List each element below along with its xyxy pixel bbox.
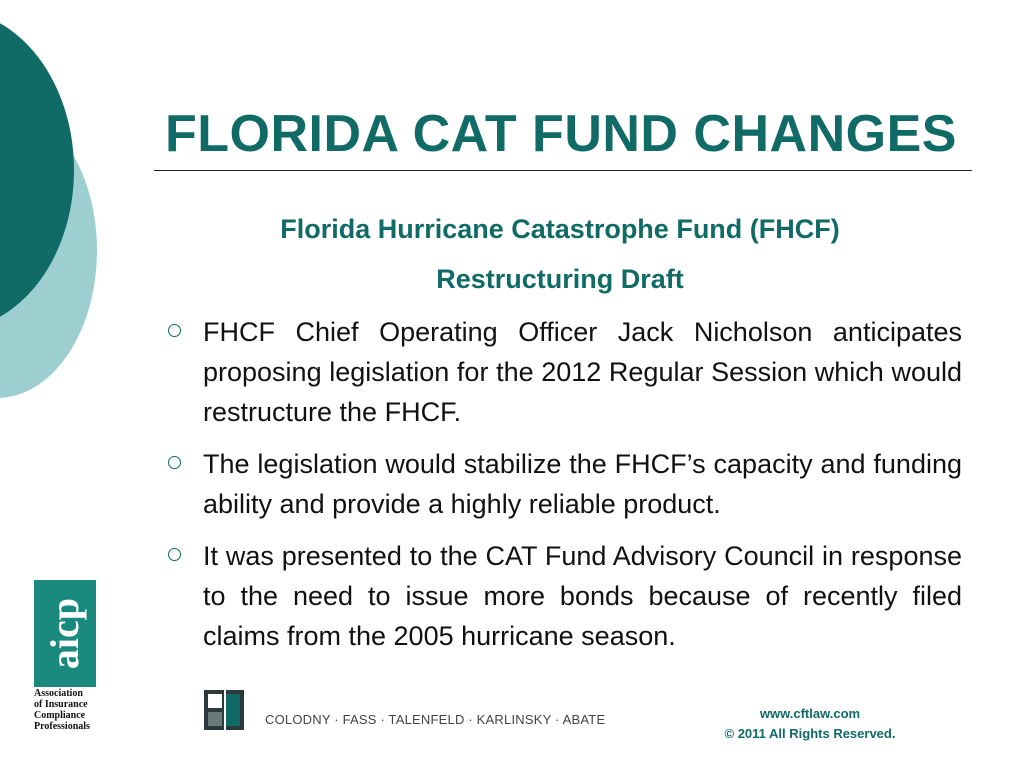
slide-title: FLORIDA CAT FUND CHANGES — [165, 105, 957, 163]
copyright: © 2011 All Rights Reserved. — [724, 726, 896, 741]
website-link[interactable]: www.cftlaw.com — [759, 706, 861, 721]
bullet-item — [160, 536, 962, 656]
aicp-caption-line: of Insurance — [34, 699, 88, 710]
aicp-logo-text: aicp — [42, 597, 88, 670]
aicp-logo — [34, 580, 96, 687]
bullet-text: It was presented to the CAT Fund Advisory Council in response to the need to issue more bonds because of recently filed claims from the 2005 hurricane season. — [203, 541, 962, 651]
circle-bullet-icon — [168, 324, 181, 337]
aicp-caption-line: Association — [34, 688, 83, 699]
aicp-caption-line: Professionals — [34, 721, 90, 732]
footer-info — [700, 704, 920, 744]
title-divider — [154, 170, 972, 171]
circle-bullet-icon — [168, 548, 181, 561]
bullet-item — [160, 312, 962, 432]
bullet-list — [160, 312, 962, 668]
firm-name: COLODNY · FASS · TALENFELD · KARLINSKY · ABATE — [265, 712, 606, 727]
circle-bullet-icon — [168, 456, 181, 469]
bullet-text: FHCF Chief Operating Officer Jack Nicholson anticipates proposing legislation for the 2012 Regular Session which would restructure the FHCF. — [203, 317, 962, 427]
bullet-item — [160, 444, 962, 524]
aicp-caption-line: Compliance — [34, 710, 86, 721]
firm-logo-icon — [204, 690, 244, 730]
aicp-caption — [34, 688, 90, 732]
bullet-text: The legislation would stabilize the FHCF’s capacity and funding ability and provide a highly reliable product. — [203, 449, 962, 519]
slide-subtitle-line2: Restructuring Draft — [436, 264, 684, 294]
slide-subtitle-line1: Florida Hurricane Catastrophe Fund (FHCF) — [280, 214, 840, 244]
